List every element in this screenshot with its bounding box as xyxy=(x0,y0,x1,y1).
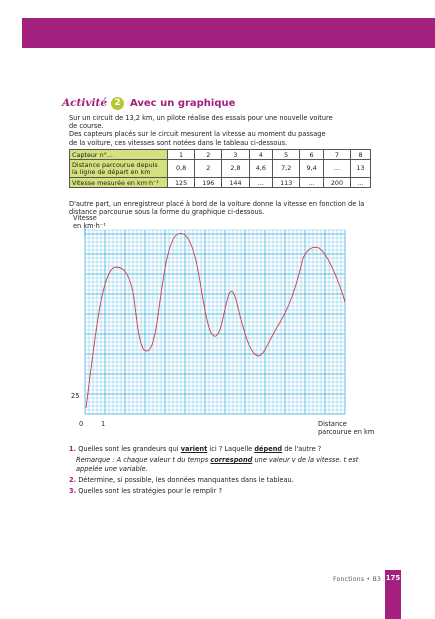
table-cell: 200 xyxy=(323,178,350,188)
intro-text xyxy=(69,114,369,147)
emphasis-word: dépend xyxy=(254,445,283,453)
table-cell: 4 xyxy=(249,150,273,160)
table-cell: 7,2 xyxy=(273,160,300,178)
table-row-sensor xyxy=(70,150,371,160)
y-axis-label-line: Vitesse xyxy=(73,214,97,222)
table-row-distance xyxy=(70,160,371,178)
graph-grid xyxy=(85,230,345,414)
header-band xyxy=(22,18,435,48)
row-header: Capteur n°... xyxy=(70,150,168,160)
activity-title: Avec un graphique xyxy=(130,97,236,109)
intro-line: de la voiture, ces vitesses sont notées dans le tableau ci-dessous. xyxy=(69,138,288,147)
questions xyxy=(69,445,369,498)
table-cell: ... xyxy=(249,178,273,188)
graph-intro-text xyxy=(69,200,369,216)
table-row-speed xyxy=(70,178,371,188)
question-3 xyxy=(69,487,369,495)
sensor-table xyxy=(69,149,371,188)
table-cell: 113 xyxy=(273,178,300,188)
activity-label: Activité xyxy=(62,97,107,109)
question-number: 1. xyxy=(69,445,77,453)
graph-intro-line: D'autre part, un enregistreur placé à bord de la voiture donne la vitesse en fonction de la xyxy=(69,200,365,208)
y-axis-label-line: en km·h⁻¹ xyxy=(73,222,106,230)
x-axis-label xyxy=(318,420,374,436)
table-cell: 13 xyxy=(351,160,371,178)
activity-heading xyxy=(62,95,235,111)
table-cell: 0,8 xyxy=(168,160,195,178)
table-cell: 4,6 xyxy=(249,160,273,178)
table-cell: 6 xyxy=(300,150,324,160)
remark-text: une valeur v de la vitesse. t est xyxy=(252,456,359,465)
table-cell: 144 xyxy=(222,178,249,188)
question-text: de l'autre ? xyxy=(282,445,322,453)
emphasis-word: varient xyxy=(180,445,208,453)
table-cell: 2,8 xyxy=(222,160,249,178)
table-cell: 196 xyxy=(195,178,222,188)
x-axis-label-line: parcourue en km xyxy=(318,428,375,436)
x-axis-label-line: Distance xyxy=(318,420,347,428)
table-cell: 2 xyxy=(195,160,222,178)
intro-line: Des capteurs placés sur le circuit mesurent la vitesse au moment du passage xyxy=(69,130,326,139)
graph-intro-line: distance parcourue sous la forme du graphique ci-dessous. xyxy=(69,208,265,217)
remark xyxy=(76,456,369,473)
question-text: ici ? Laquelle xyxy=(207,445,255,453)
intro-line: de course. xyxy=(69,122,104,131)
row-header-line: Distance parcourue depuis xyxy=(72,160,158,169)
question-number: 3. xyxy=(69,487,77,496)
table-cell: 9,4 xyxy=(300,160,324,178)
question-text: Quelles sont les stratégies pour le remplir ? xyxy=(78,487,223,496)
table-cell: 8 xyxy=(351,150,371,160)
question-text: Détermine, si possible, les données manquantes dans le tableau. xyxy=(78,475,294,484)
table-cell: ... xyxy=(300,178,324,188)
row-header: Vitesse mesurée en km·h⁻¹ xyxy=(70,178,168,188)
table-cell: 7 xyxy=(323,150,350,160)
row-header-line: la ligne de départ en km xyxy=(72,167,151,176)
question-2 xyxy=(69,476,369,484)
table-cell: ... xyxy=(323,160,350,178)
x-tick-label: 1 xyxy=(101,420,106,428)
page-number-tab xyxy=(385,570,401,619)
emphasis-word: correspond xyxy=(210,456,253,465)
remark-text: Remarque : A chaque valeur t du temps xyxy=(76,456,211,465)
remark-text: appelée une variable. xyxy=(76,464,148,473)
row-header xyxy=(70,160,168,178)
speed-distance-graph xyxy=(83,228,348,418)
footer-section: Fonctions • B3 xyxy=(333,576,382,583)
table-cell: 125 xyxy=(168,178,195,188)
question-1 xyxy=(69,445,369,453)
intro-line: Sur un circuit de 13,2 km, un pilote réalise des essais pour une nouvelle voiture xyxy=(69,114,333,122)
y-tick-label: 25 xyxy=(71,392,80,400)
table-cell: 5 xyxy=(273,150,300,160)
page-number: 175 xyxy=(385,574,401,582)
origin-label: 0 xyxy=(79,420,84,428)
question-number: 2. xyxy=(69,475,77,484)
table-cell: ... xyxy=(351,178,371,188)
question-text: Quelles sont les grandeurs qui xyxy=(78,445,181,453)
table-cell: 2 xyxy=(195,150,222,160)
activity-number-badge: 2 xyxy=(111,97,124,110)
table-cell: 3 xyxy=(222,150,249,160)
table-cell: 1 xyxy=(168,150,195,160)
